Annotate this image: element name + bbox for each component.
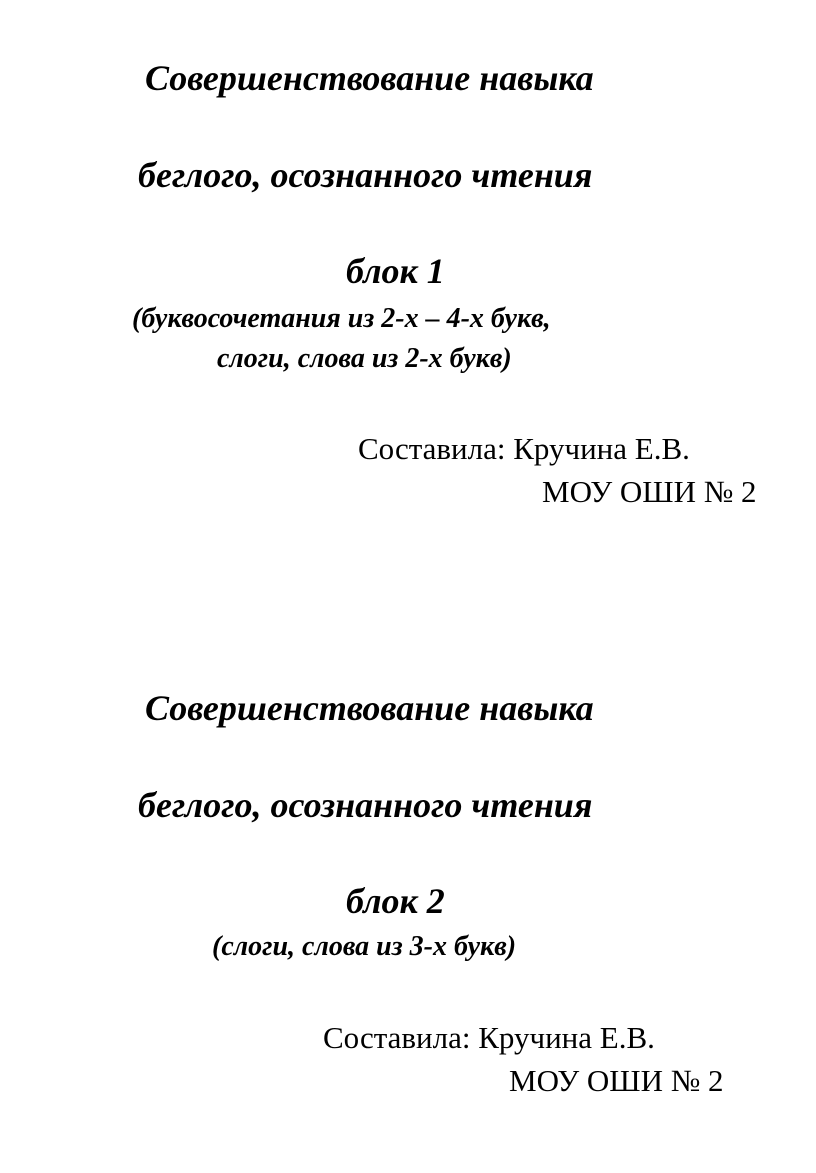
block-2-title-line-2: беглого, осознанного чтения xyxy=(138,785,593,825)
block-1-school: МОУ ОШИ № 2 xyxy=(542,474,757,509)
block-1-title-line-2: беглого, осознанного чтения xyxy=(138,155,593,195)
block-2-label: блок 2 xyxy=(346,881,445,921)
block-1-title-line-1: Совершенствование навыка xyxy=(145,58,594,98)
block-1-description-line-2: слоги, слова из 2-х букв) xyxy=(217,343,512,374)
block-1-author: Составила: Кручина Е.В. xyxy=(358,431,690,466)
block-2-title-line-1: Совершенствование навыка xyxy=(145,688,594,728)
block-2-description-line-1: (слоги, слова из 3-х букв) xyxy=(212,931,517,962)
block-1-description-line-1: (буквосочетания из 2-х – 4-х букв, xyxy=(132,303,551,334)
block-2-author: Составила: Кручина Е.В. xyxy=(323,1020,655,1055)
block-2-school: МОУ ОШИ № 2 xyxy=(509,1063,724,1098)
block-1-label: блок 1 xyxy=(346,251,445,291)
